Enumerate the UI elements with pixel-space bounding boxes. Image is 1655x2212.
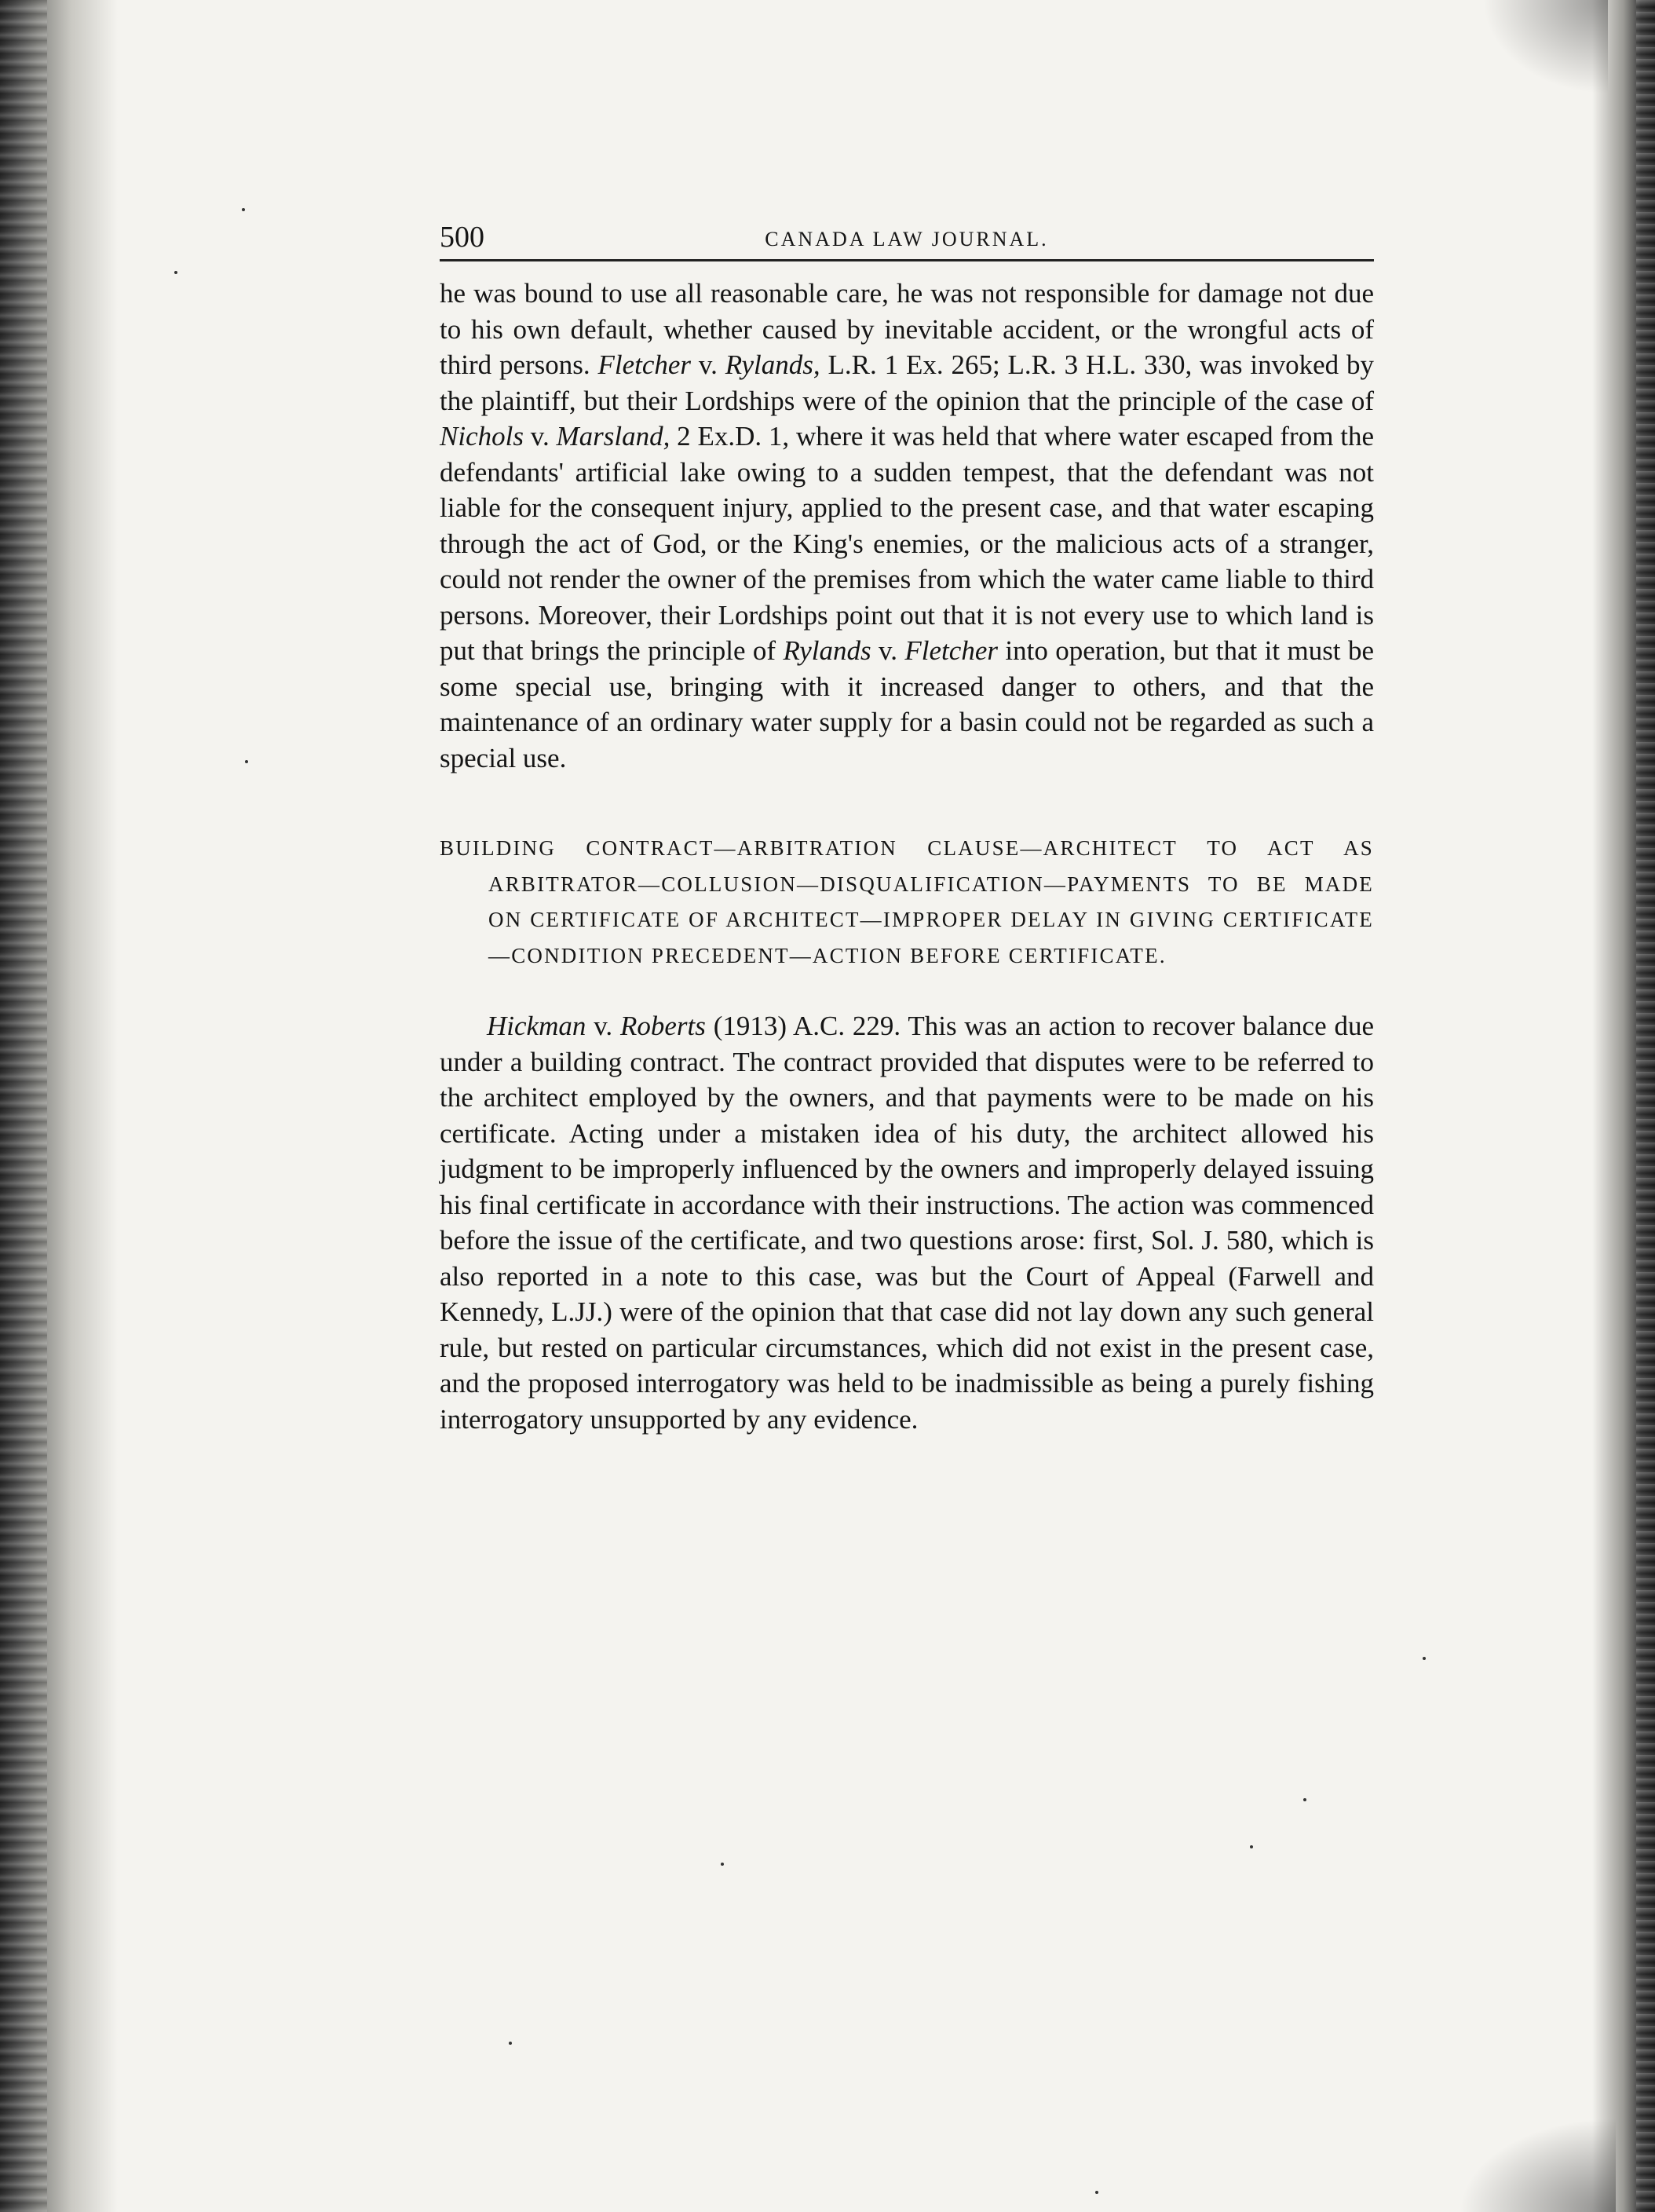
speck [1095, 2191, 1098, 2194]
case-name: Rylands, [725, 349, 820, 380]
versus: v. [586, 1011, 621, 1041]
case-name: Fletcher [904, 635, 998, 666]
speck [174, 271, 177, 274]
paragraph-text: (1913) A.C. 229. This was an action to recover balance due under a building contract. The contract provided that disputes were to be referred to the architect employed by the owners, and that payments were to be made on his certificate. Acting under a mistaken idea of his duty, the architect allowed his judgment to be improperly influenced by the owners and improperly delayed issuing his final certificate in accordance with their instructions. The action was commenced before the issue of the certificate, and two questions arose: first, Sol. J. 580, which is also reported in a note to this case, was but the Court of Appeal (Farwell and Kennedy, L.JJ.) were of the opinion that that case did not lay down any such general rule, but rested on particular circumstances, which did not exist in the present case, and the proposed interrogatory was held to be inadmissible as being a purely fishing interrogatory unsupported by any evidence. [440, 1011, 1374, 1435]
journal-page [440, 204, 1374, 1437]
speck [1250, 1845, 1253, 1848]
speck [1303, 1798, 1306, 1801]
speck [721, 1863, 724, 1866]
case-name: Roberts [620, 1011, 706, 1041]
running-head [440, 204, 1374, 261]
versus: v. [691, 349, 725, 380]
speck [245, 760, 248, 763]
versus: v. [871, 635, 905, 666]
versus: v. [523, 421, 557, 452]
page-number: 500 [440, 221, 484, 254]
speck [1423, 1657, 1426, 1660]
scan-corner-shadow [1482, 0, 1608, 94]
journal-title: CANADA LAW JOURNAL. [765, 228, 1049, 250]
paragraph-text: he was bound to use all reasonable care, he was not responsible for damage not due to his own default, whether caused by inevitable accident, or the wrongful acts of third persons. [440, 278, 1374, 380]
scan-right-edge [1592, 0, 1655, 2212]
case-name: Nichols [440, 421, 524, 452]
case-name: Hickman [487, 1011, 586, 1041]
paragraph-text: 2 Ex.D. 1, where it was held that where water escaped from the defendants' artificial lake owing to a sudden tempest, that the defendant was not liable for the consequent injury, applied to the present case, and that water escaping through the act of God, or the King's enemies, or the malicious acts of a stranger, could not render the owner of the premises from which the water came liable to third persons. Moreover, their Lordships point out that it is not every use to which land is put that brings the principle of [440, 421, 1374, 666]
paragraph-text: L.R. 1 Ex. 265; L.R. 3 H.L. 330, was invoked by the plaintiff, but their Lordships were of the opinion that the principle of the case of [440, 349, 1374, 416]
case-name: Marsland, [556, 421, 670, 452]
case-name: Fletcher [597, 349, 692, 380]
speck [242, 208, 245, 211]
paragraph-hickman-roberts [440, 1008, 1374, 1437]
speck [509, 2042, 512, 2045]
scan-corner-shadow [1459, 2118, 1616, 2212]
section-heading: BUILDING CONTRACT—ARBITRATION CLAUSE—ARCHITECT TO ACT AS ARBITRATOR—COLLUSION—DISQUALIFICATION—PAYMENTS TO BE MADE ON CERTIFICATE OF ARCHITECT—IMPROPER DELAY IN GIVING CERTIFICATE—CONDITION PRECEDENT—ACTION BEFORE CERTIFICATE. [440, 836, 1374, 967]
paragraph-rylands-fletcher [440, 276, 1374, 776]
case-name: Rylands [783, 635, 871, 666]
paragraph-text: into operation, but that it must be some special use, bringing with it increased danger to others, and that the maintenance of an ordinary water supply for a basin could not be regarded as such a special use. [440, 635, 1374, 773]
scan-left-edge [0, 0, 118, 2212]
